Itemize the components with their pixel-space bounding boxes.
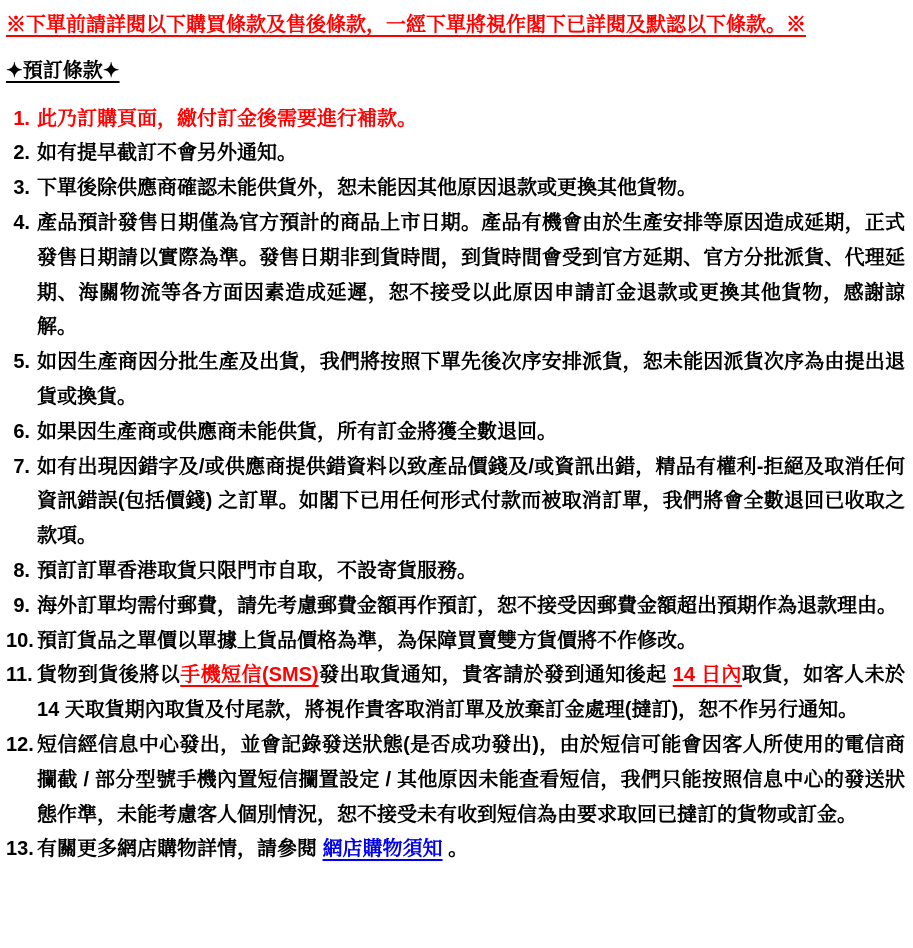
term-number: 5. — [13, 351, 30, 374]
notice-banner: ※下單前請詳閱以下購買條款及售後條款，一經下單將視作閣下已詳閱及默認以下條款。※ — [6, 14, 806, 36]
term-number: 10. — [6, 629, 34, 652]
term-text: 海外訂單均需付郵費，請先考慮郵費金額再作預訂，恕不接受因郵費金額超出預期作為退款理由。 — [37, 594, 897, 617]
term-item-4 — [6, 206, 905, 345]
term-text: 產品預計發售日期僅為官方預計的商品上市日期。產品有機會由於生產安排等原因造成延期，正式發售日期請以實際為準。發售日期非到貨時間，到貨時間會受到官方延期、官方分批派貨、代理延期、海關物流等各方面因素造成延遲，恕不接受以此原因申請訂金退款或更換其他貨物，感謝諒解。 — [37, 211, 905, 339]
term-number: 4. — [13, 211, 30, 234]
term-text: 如有提早截訂不會另外通知。 — [37, 142, 297, 165]
term-item-9 — [6, 589, 905, 624]
term-text — [37, 664, 905, 721]
term-item-7 — [6, 450, 905, 554]
term-item-2 — [6, 136, 905, 171]
term-text: 此乃訂購頁面，繳付訂金後需要進行補款。 — [37, 107, 417, 130]
term-text: 預訂訂單香港取貨只限門市自取，不設寄貨服務。 — [37, 559, 477, 582]
term-text-segment: 取貨，如客人未於 14 天取貨期內取貨及付尾款，將視作貴客取消訂單及放棄訂金處理(撻訂)，恕不作另行通知。 — [37, 664, 906, 722]
pickup-deadline-highlight: 14 日內 — [672, 664, 742, 687]
term-number: 6. — [13, 420, 30, 443]
term-item-10 — [6, 624, 905, 659]
term-item-8 — [6, 554, 905, 589]
sms-highlight: 手機短信(SMS) — [180, 664, 319, 687]
term-text: 下單後除供應商確認未能供貨外，恕未能因其他原因退款或更換其他貨物。 — [37, 177, 697, 200]
term-number: 7. — [13, 455, 30, 478]
term-number: 2. — [13, 142, 30, 165]
term-item-3 — [6, 171, 905, 206]
term-number: 11. — [6, 664, 33, 687]
section-title: ✦預訂條款✦ — [6, 59, 120, 82]
term-number: 1. — [13, 107, 30, 130]
term-text-segment: 。 — [442, 838, 469, 861]
term-item-6 — [6, 415, 905, 450]
term-number: 13. — [6, 838, 34, 861]
term-text: 短信經信息中心發出，並會記錄發送狀態(是否成功發出)，由於短信可能會因客人所使用的電信商攔截 / 部分型號手機內置短信攔置設定 / 其他原因未能查看短信，我們只能按照信息中心的發送狀態作準，未能考慮客人個別情況，恕不接受未有收到短信為由要求取回已撻訂的貨物或訂金。 — [37, 733, 905, 826]
term-text: 如因生產商因分批生產及出貨，我們將按照下單先後次序安排派貨，恕未能因派貨次序為由提出退貨或換貨。 — [37, 351, 905, 408]
term-item-1 — [6, 102, 905, 137]
term-number: 9. — [13, 594, 30, 617]
term-text-segment: 有關更多網店購物詳情，請參閱 — [37, 838, 323, 861]
term-item-11 — [6, 658, 905, 728]
section-title-row — [6, 43, 905, 89]
term-item-13 — [6, 832, 905, 867]
term-text — [37, 838, 468, 860]
term-text: 如有出現因錯字及/或供應商提供錯資料以致產品價錢及/或資訊出錯，精品有權利-拒絕及取消任何資訊錯誤(包括價錢) 之訂單。如閣下已用任何形式付款而被取消訂單，我們將會全數退回已收取之款項。 — [37, 455, 905, 548]
terms-list — [6, 102, 905, 868]
term-text-segment: 貨物到貨後將以 — [37, 664, 181, 687]
term-text: 預訂貨品之單價以單據上貨品價格為準，為保障買賣雙方貨價將不作修改。 — [37, 629, 697, 652]
term-number: 3. — [13, 177, 30, 200]
term-item-12 — [6, 728, 905, 832]
term-number: 8. — [13, 559, 30, 582]
store-shopping-guide-link[interactable]: 網店購物須知 — [322, 838, 443, 861]
term-text-segment: 發出取貨通知，貴客請於發到通知後起 — [318, 664, 673, 687]
term-text: 如果因生產商或供應商未能供貨，所有訂金將獲全數退回。 — [37, 420, 557, 443]
term-number: 12. — [6, 733, 34, 756]
term-item-5 — [6, 345, 905, 415]
